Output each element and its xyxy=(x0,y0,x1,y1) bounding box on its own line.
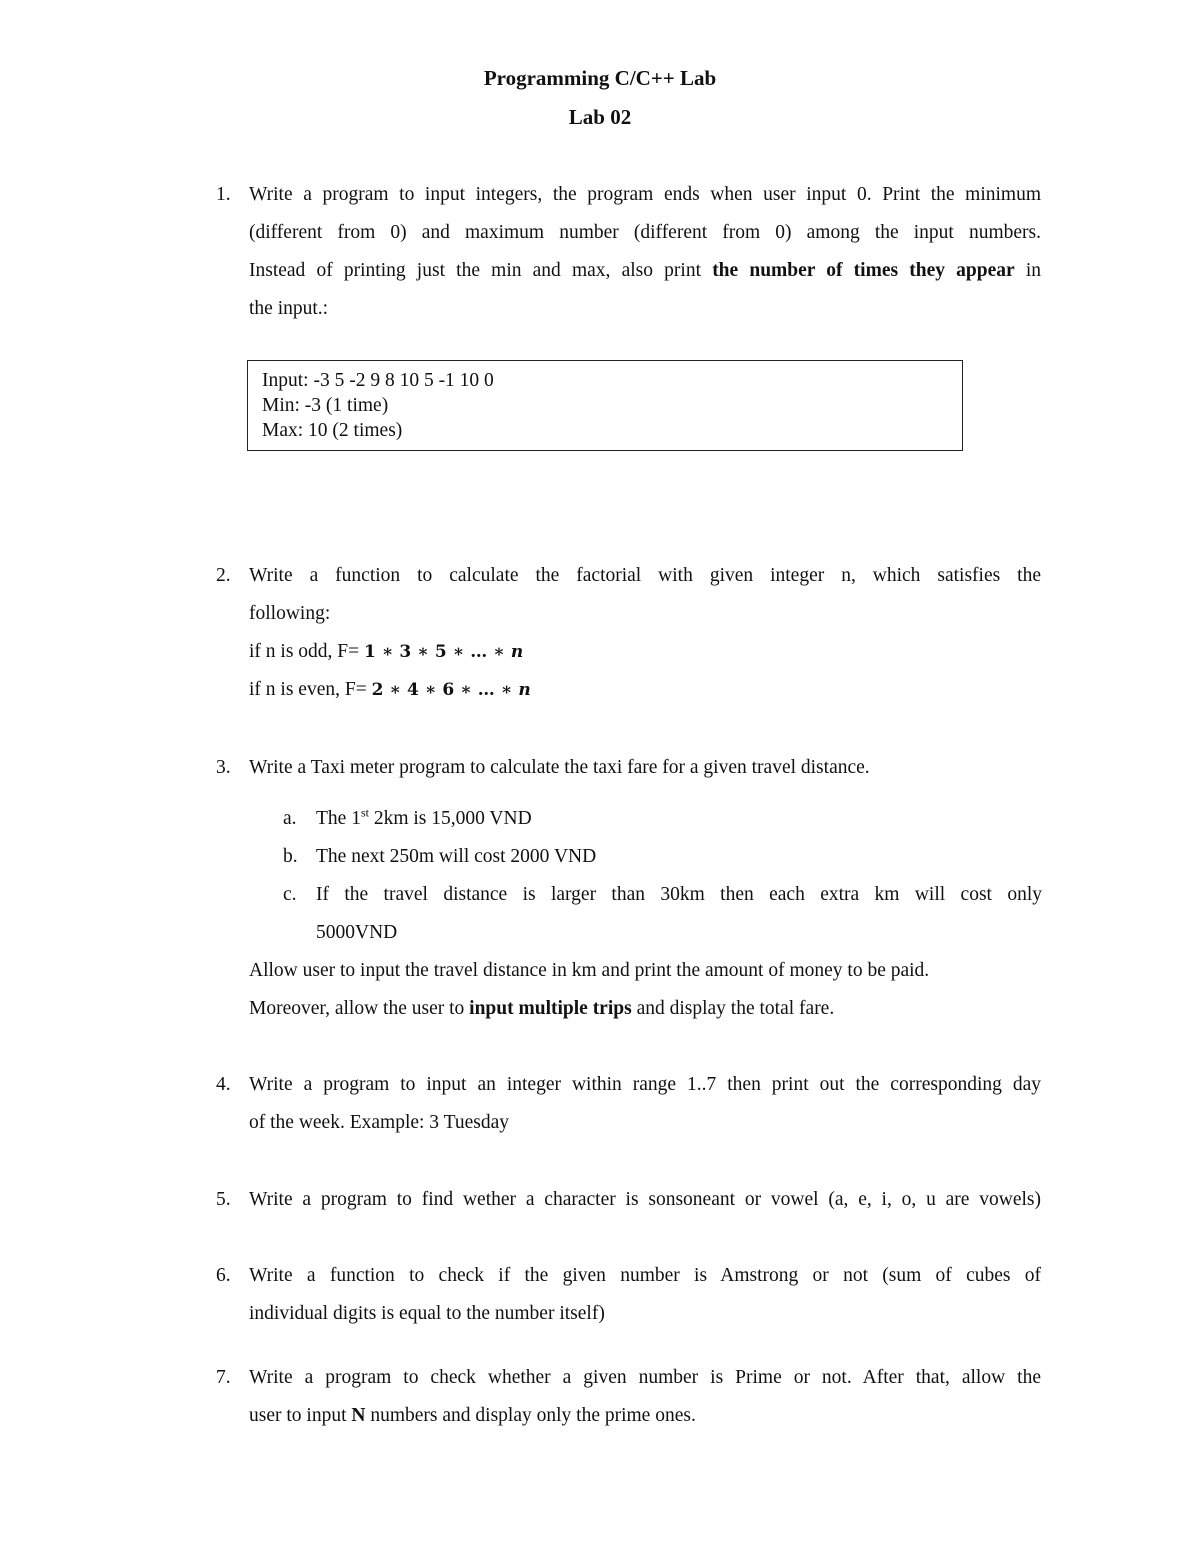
question-text-line: of the week. Example: 3 Tuesday xyxy=(249,1112,509,1133)
question-text-line: Write a program to check whether a given number is Prime or not. After that, allow the xyxy=(249,1367,1041,1388)
question-number: 5. xyxy=(216,1189,231,1210)
question-text-line: Instead of printing just the min and max, also print the number of times they appear in xyxy=(249,260,1041,281)
question-text-line: following: xyxy=(249,603,331,624)
question-number: 4. xyxy=(216,1074,231,1095)
sub-item-text: The next 250m will cost 2000 VND xyxy=(316,846,597,867)
question-text-line: Write a Taxi meter program to calculate the taxi fare for a given travel distance. xyxy=(249,757,870,778)
question-number: 2. xyxy=(216,565,231,586)
question-text-line: Write a function to check if the given number is Amstrong or not (sum of cubes of xyxy=(249,1265,1041,1286)
sub-item-letter: a. xyxy=(283,808,297,829)
question-text-line: Write a program to input integers, the program ends when user input 0. Print the minimum xyxy=(249,184,1041,205)
question-text-line: Write a program to find wether a character is sonsoneant or vowel (a, e, i, o, u are vowels) xyxy=(249,1189,1041,1210)
question-number: 6. xyxy=(216,1265,231,1286)
example-io-box xyxy=(247,360,963,451)
question-text-line: Moreover, allow the user to input multiple trips and display the total fare. xyxy=(249,998,835,1019)
lab-number: Lab 02 xyxy=(568,105,632,129)
odd-formula: if n is odd, F= 1 ∗ 3 ∗ 5 ∗ … ∗ n xyxy=(249,641,524,662)
question-number: 1. xyxy=(216,184,231,205)
sub-item-text: If the travel distance is larger than 30km then each extra km will cost only xyxy=(316,884,1042,905)
emphasis-text: N xyxy=(351,1405,366,1426)
question-text-line: the input.: xyxy=(249,298,329,319)
example-min: Min: -3 (1 time) xyxy=(262,395,389,416)
emphasis-text: input multiple trips xyxy=(469,998,632,1019)
document-title: Programming C/C++ Lab xyxy=(483,66,717,90)
question-text-line: Allow user to input the travel distance in km and print the amount of money to be paid. xyxy=(249,960,930,981)
example-input: Input: -3 5 -2 9 8 10 5 -1 10 0 xyxy=(262,370,494,391)
example-max: Max: 10 (2 times) xyxy=(262,420,403,441)
question-text-line: (different from 0) and maximum number (different from 0) among the input numbers. xyxy=(249,222,1041,243)
sub-item-letter: c. xyxy=(283,884,297,905)
sub-item-letter: b. xyxy=(283,846,298,867)
question-text-line: individual digits is equal to the number itself) xyxy=(249,1303,605,1324)
emphasis-text: the number of times they appear xyxy=(712,260,1015,281)
question-number: 3. xyxy=(216,757,231,778)
even-formula: if n is even, F= 2 ∗ 4 ∗ 6 ∗ … ∗ n xyxy=(249,679,531,700)
question-number: 7. xyxy=(216,1367,231,1388)
question-text-line: Write a function to calculate the factorial with given integer n, which satisfies the xyxy=(249,565,1041,586)
question-text-line: user to input N numbers and display only the prime ones. xyxy=(249,1405,696,1426)
sub-item-text: The 1st 2km is 15,000 VND xyxy=(316,805,532,829)
question-text-line: Write a program to input an integer within range 1..7 then print out the corresponding day xyxy=(249,1074,1041,1095)
sub-item-text: 5000VND xyxy=(316,922,398,943)
